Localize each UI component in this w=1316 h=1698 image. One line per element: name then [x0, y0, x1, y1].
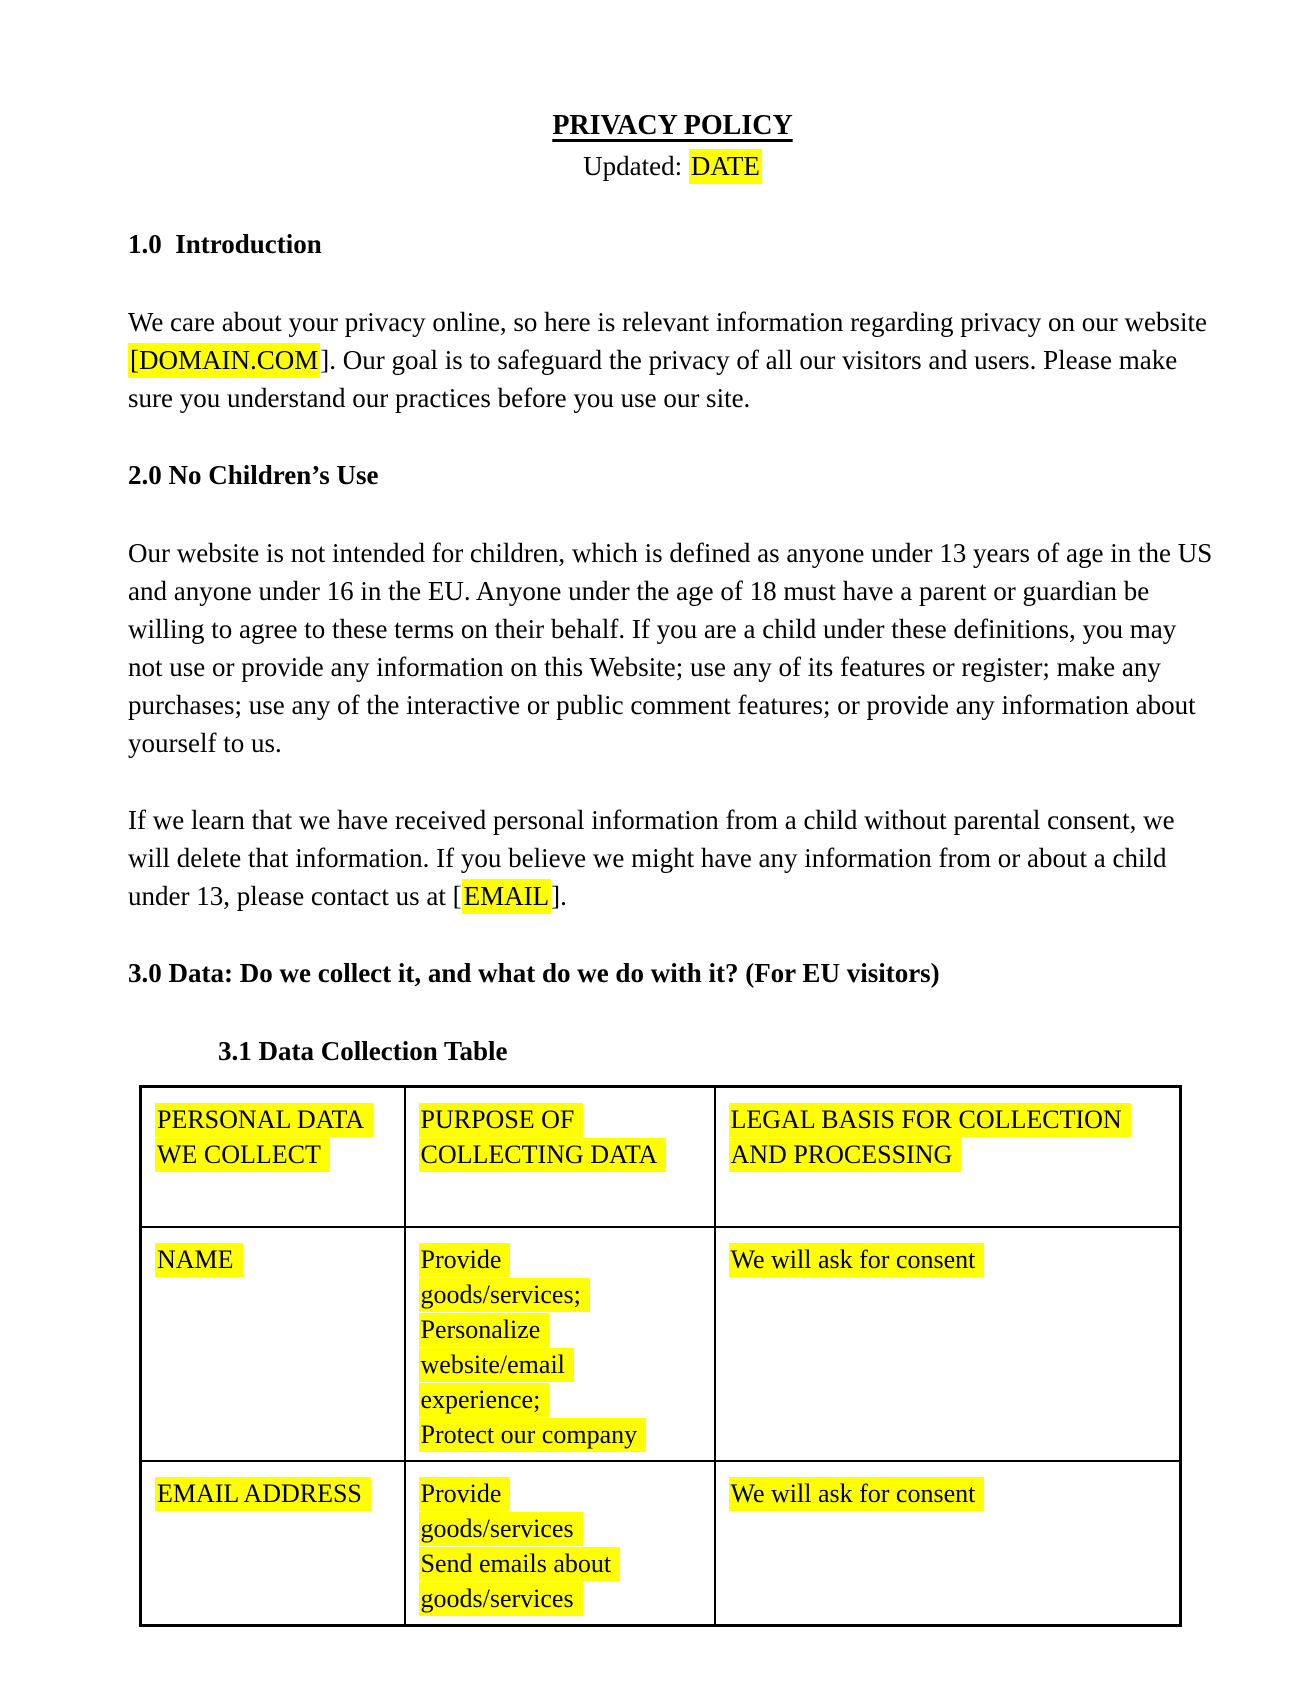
- table-cell-email-purpose: [405, 1461, 715, 1626]
- section-heading-data-collection: 3.0 Data: Do we collect it, and what do we do with it? (For EU visitors): [128, 958, 940, 988]
- cell-line: [419, 1476, 704, 1511]
- table-cell-name: [141, 1227, 405, 1461]
- document-title: [128, 106, 1217, 146]
- table-header-cell-personal-data: [141, 1087, 405, 1227]
- table-row-name: [141, 1227, 1181, 1461]
- cell-line: [155, 1102, 394, 1137]
- table-header-cell-legal-basis: [715, 1087, 1181, 1227]
- cell-line: [419, 1546, 704, 1581]
- text-segment: ]. Our goal is to safeguard the privacy of all our visitors and users. Please make sure you understand our practices before you use our site.: [128, 345, 1178, 413]
- highlighted-text: Personalize: [419, 1313, 550, 1347]
- table-cell-email-address: [141, 1461, 405, 1626]
- table-cell-email-legal-basis: [715, 1461, 1181, 1626]
- document-title-text: PRIVACY POLICY: [552, 110, 793, 141]
- cell-line: [419, 1417, 704, 1452]
- table-header-cell-purpose: [405, 1087, 715, 1227]
- data-collection-table: [139, 1085, 1182, 1627]
- cell-line: [729, 1476, 1170, 1511]
- highlighted-text: goods/services: [419, 1512, 583, 1546]
- text-segment: Updated:: [583, 151, 689, 181]
- highlighted-text: NAME: [155, 1243, 243, 1277]
- section-heading-introduction: 1.0 Introduction: [128, 229, 322, 259]
- text-segment: We care about your privacy online, so here is relevant information regarding privacy on our website: [128, 307, 1207, 337]
- cell-line: [419, 1581, 704, 1616]
- table-header-row: [141, 1087, 1181, 1227]
- highlighted-placeholder: [DOMAIN.COM: [128, 343, 320, 378]
- paragraph-children-definition: [128, 534, 1217, 762]
- paragraph-children-contact: [128, 801, 1217, 915]
- cell-line: [419, 1102, 704, 1137]
- table-row-email-address: [141, 1461, 1181, 1626]
- text-segment: Our website is not intended for children, which is defined as anyone under 13 years of age in the US and anyone under 16 in the EU. Anyone under the age of 18 must have a parent or guardian be willing to agree to these terms on their behalf. If you are a child under these definitions, you may not use or provide any information on this Website; use any of its features or register; make any purchases; use any of the interactive or public comment features; or provide any information about yourself to us.: [128, 538, 1213, 758]
- text-segment: ].: [551, 881, 567, 911]
- cell-line: [419, 1242, 704, 1277]
- cell-line: [419, 1137, 704, 1172]
- highlighted-placeholder: EMAIL: [462, 879, 551, 914]
- cell-line: [155, 1242, 394, 1277]
- cell-line: [419, 1277, 704, 1312]
- highlighted-text: LEGAL BASIS FOR COLLECTION: [729, 1103, 1131, 1137]
- highlighted-text: PERSONAL DATA: [155, 1103, 373, 1137]
- highlighted-text: experience;: [419, 1383, 550, 1417]
- highlighted-text: We will ask for consent: [729, 1243, 985, 1277]
- highlighted-text: Send emails about: [419, 1547, 621, 1581]
- updated-line: [128, 146, 1217, 186]
- table-cell-name-legal-basis: [715, 1227, 1181, 1461]
- highlighted-text: AND PROCESSING: [729, 1138, 962, 1172]
- highlighted-text: WE COLLECT: [155, 1138, 330, 1172]
- cell-line: [729, 1242, 1170, 1277]
- cell-line: [419, 1511, 704, 1546]
- cell-line: [729, 1137, 1170, 1172]
- highlighted-text: COLLECTING DATA: [419, 1138, 667, 1172]
- cell-line: [419, 1312, 704, 1347]
- highlighted-text: Protect our company: [419, 1418, 647, 1452]
- highlighted-text: goods/services: [419, 1582, 583, 1616]
- cell-line: [155, 1476, 394, 1511]
- highlighted-placeholder: DATE: [689, 149, 762, 184]
- section-heading-no-childrens-use: 2.0 No Children’s Use: [128, 460, 379, 490]
- highlighted-text: website/email: [419, 1348, 574, 1382]
- cell-line: [729, 1102, 1170, 1137]
- cell-line: [419, 1347, 704, 1382]
- cell-line: [419, 1382, 704, 1417]
- highlighted-text: goods/services;: [419, 1278, 590, 1312]
- highlighted-text: EMAIL ADDRESS: [155, 1477, 371, 1511]
- highlighted-text: We will ask for consent: [729, 1477, 985, 1511]
- table-caption: 3.1 Data Collection Table: [218, 1036, 508, 1066]
- cell-line: [155, 1137, 394, 1172]
- highlighted-text: Provide: [419, 1477, 511, 1511]
- text-segment: If we learn that we have received personal information from a child without parental consent, we will delete that information. If you believe we might have any information from or about a child under 13, please contact us at [: [128, 805, 1175, 911]
- highlighted-text: PURPOSE OF: [419, 1103, 584, 1137]
- table-cell-name-purpose: [405, 1227, 715, 1461]
- paragraph-introduction: [128, 303, 1217, 417]
- highlighted-text: Provide: [419, 1243, 511, 1277]
